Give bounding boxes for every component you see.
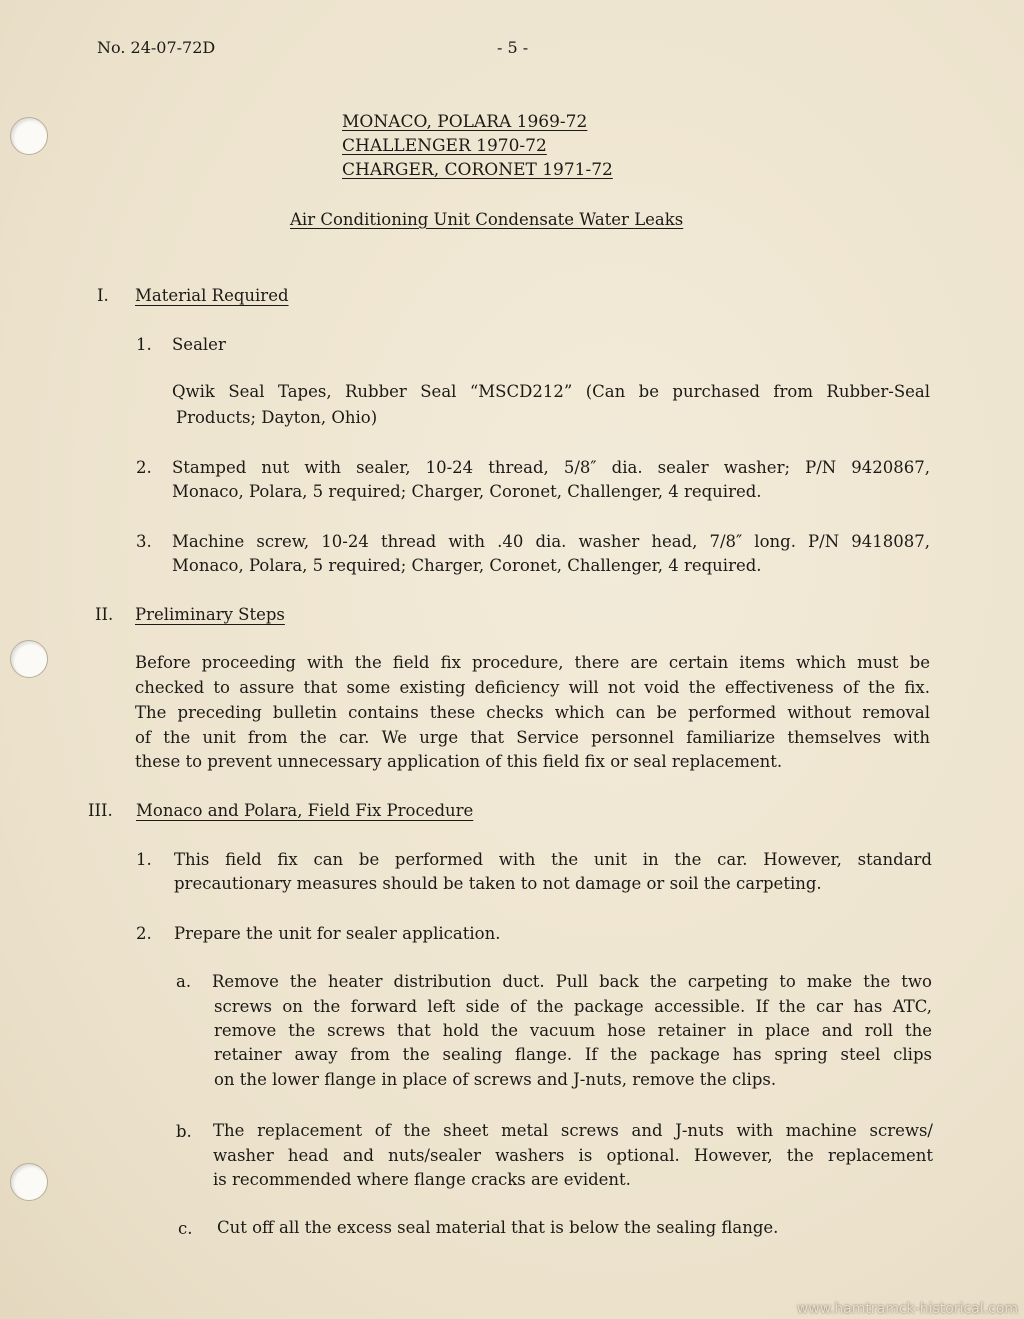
binder-hole-bottom	[10, 1163, 48, 1201]
item-1-line-2: Products; Dayton, Ohio)	[176, 408, 378, 427]
section-3-number: III.	[88, 801, 113, 820]
binder-hole-top	[10, 117, 48, 155]
section-1-title: Material Required	[135, 286, 289, 305]
section-2-title: Preliminary Steps	[135, 605, 285, 624]
title-line-1: MONACO, POLARA 1969-72	[342, 112, 588, 132]
item-1-label: Sealer	[172, 335, 226, 354]
step-2a-line-2: screws on the forward left side of the package accessible. If the car has ATC,	[214, 997, 932, 1016]
step-2b-line-2: washer head and nuts/sealer washers is optional. However, the replacement	[213, 1146, 933, 1165]
step-2c-letter: c.	[178, 1219, 193, 1238]
site-watermark: www.hamtramck-historical.com	[796, 1301, 1018, 1317]
section-3-title: Monaco and Polara, Field Fix Procedure	[136, 801, 474, 820]
step-2-label: Prepare the unit for sealer application.	[174, 924, 501, 943]
preliminary-line-1: Before proceeding with the field fix procedure, there are certain items which must be	[135, 653, 930, 672]
step-2c-line: Cut off all the excess seal material that is below the sealing flange.	[217, 1218, 779, 1237]
title-line-2: CHALLENGER 1970-72	[342, 136, 547, 156]
step-1-line-2: precautionary measures should be taken to not damage or soil the carpeting.	[174, 874, 822, 893]
title-line-3: CHARGER, CORONET 1971-72	[342, 160, 613, 180]
step-1-line-1: This field fix can be performed with the unit in the car. However, standard	[174, 850, 932, 869]
item-1-number: 1.	[136, 335, 152, 354]
step-2b-line-1: The replacement of the sheet metal screws and J-nuts with machine screws/	[213, 1121, 933, 1140]
page-number: - 5 -	[497, 38, 529, 57]
section-2-number: II.	[95, 605, 114, 624]
preliminary-line-5: these to prevent unnecessary application of this field fix or seal replacement.	[135, 752, 783, 771]
step-2a-line-1: Remove the heater distribution duct. Pull back the carpeting to make the two	[212, 972, 932, 991]
subject-title: Air Conditioning Unit Condensate Water Leaks	[290, 210, 684, 229]
document-number: No. 24-07-72D	[97, 38, 216, 57]
item-2-number: 2.	[136, 458, 152, 477]
preliminary-line-3: The preceding bulletin contains these checks which can be performed without removal	[135, 703, 930, 722]
step-2b-letter: b.	[176, 1122, 192, 1141]
item-2-line-2: Monaco, Polara, 5 required; Charger, Coronet, Challenger, 4 required.	[172, 482, 762, 501]
item-3-line-1: Machine screw, 10-24 thread with .40 dia. washer head, 7/8″ long. P/N 9418087,	[172, 532, 930, 551]
item-2-line-1: Stamped nut with sealer, 10-24 thread, 5/8″ dia. sealer washer; P/N 9420867,	[172, 458, 930, 477]
item-3-number: 3.	[136, 532, 152, 551]
step-2a-line-3: remove the screws that hold the vacuum hose retainer in place and roll the	[214, 1021, 932, 1040]
step-2a-letter: a.	[176, 972, 192, 991]
preliminary-line-2: checked to assure that some existing deficiency will not void the effectiveness of the fix.	[135, 678, 930, 697]
binder-hole-middle	[10, 640, 48, 678]
step-2a-line-4: retainer away from the sealing flange. If the package has spring steel clips	[214, 1045, 932, 1064]
item-1-line-1: Qwik Seal Tapes, Rubber Seal “MSCD212” (Can be purchased from Rubber-Seal	[172, 382, 930, 401]
step-2-number: 2.	[136, 924, 152, 943]
step-1-number: 1.	[136, 850, 152, 869]
preliminary-line-4: of the unit from the car. We urge that Service personnel familiarize themselves with	[135, 728, 930, 747]
item-3-line-2: Monaco, Polara, 5 required; Charger, Coronet, Challenger, 4 required.	[172, 556, 762, 575]
step-2a-line-5: on the lower flange in place of screws and J-nuts, remove the clips.	[214, 1070, 777, 1089]
step-2b-line-3: is recommended where flange cracks are evident.	[213, 1170, 631, 1189]
section-1-number: I.	[97, 286, 109, 305]
